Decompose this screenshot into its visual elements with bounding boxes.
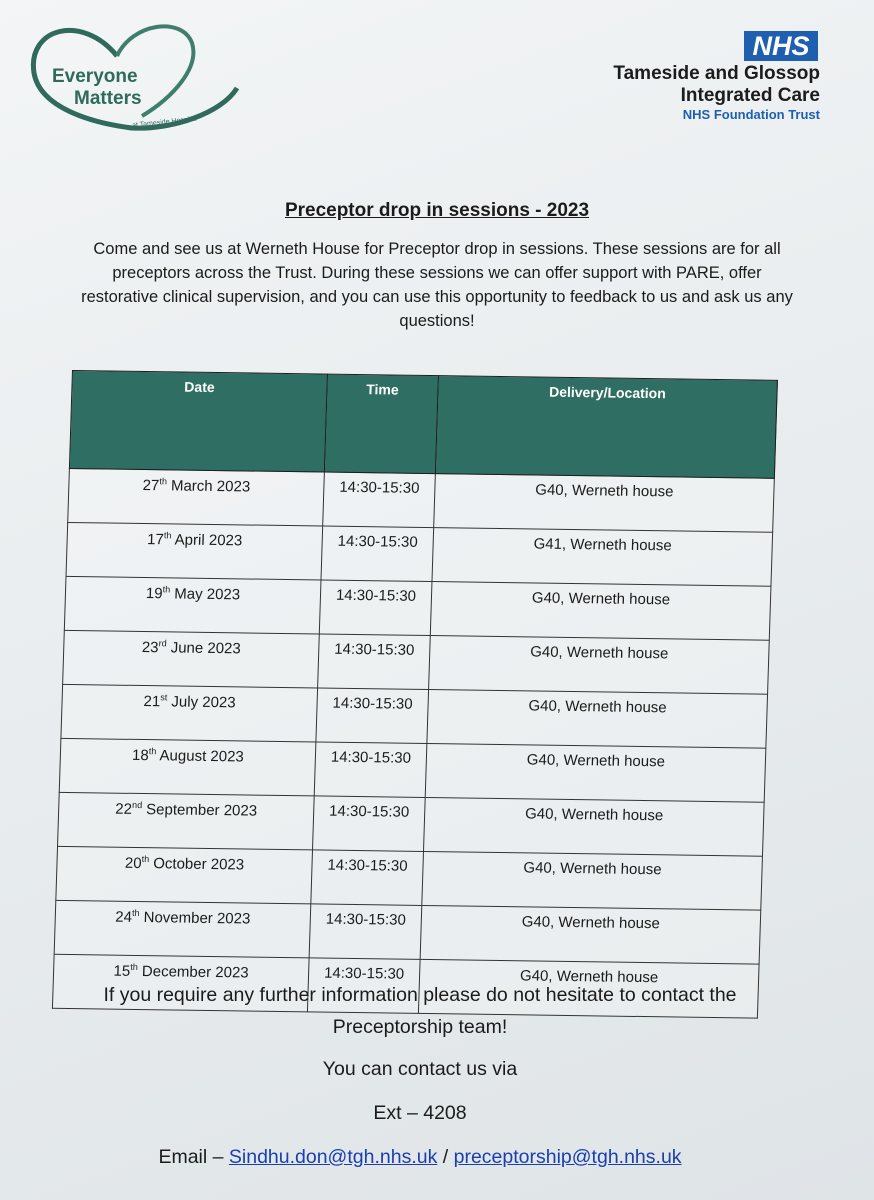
table-row (66, 522, 773, 586)
intro-paragraph: Come and see us at Werneth House for Preceptor drop in sessions. These sessions are for all preceptors across the Trust. During these sessions we can offer support with PARE, offer restorative clinical supervision, and you can use this opportunity to feedback to us and ask us any questions! (81, 240, 793, 330)
location-cell: G40, Werneth house (422, 851, 763, 910)
date-day: 24 (114, 908, 133, 926)
time-cell: 14:30-15:30 (313, 796, 426, 852)
date-suffix: th (130, 961, 139, 972)
date-suffix: th (162, 584, 171, 595)
location-cell: G40, Werneth house (429, 636, 770, 695)
email-line (0, 1146, 840, 1169)
date-rest: May 2023 (169, 585, 241, 604)
table-row (59, 738, 766, 802)
location-cell: G40, Werneth house (434, 474, 775, 533)
header-time: Time (324, 374, 438, 474)
date-suffix: nd (131, 799, 143, 811)
trust-name-line3: NHS Foundation Trust (682, 107, 820, 122)
time-cell: 14:30-15:30 (316, 688, 429, 744)
date-suffix: th (141, 854, 150, 865)
header-date: Date (69, 371, 327, 473)
date-rest: August 2023 (155, 747, 245, 766)
email-link-sindhu[interactable]: Sindhu.don@tgh.nhs.uk (228, 1146, 438, 1168)
table-row (54, 900, 761, 964)
time-cell: 14:30-15:30 (309, 904, 422, 960)
email-link-preceptorship[interactable]: preceptorship@tgh.nhs.uk (453, 1146, 682, 1168)
footer-line2: Preceptorship team! (332, 1016, 508, 1038)
time-cell: 14:30-15:30 (321, 526, 434, 582)
date-day: 21 (143, 693, 161, 711)
logo-text-line2: Matters (74, 88, 142, 109)
date-suffix: rd (158, 638, 167, 649)
logo-text-line1: Everyone (52, 66, 138, 87)
date-rest: September 2023 (141, 801, 258, 820)
location-cell: G40, Werneth house (427, 690, 768, 749)
date-day: 20 (124, 854, 142, 873)
date-cell (68, 468, 325, 526)
email-prefix: Email – (158, 1146, 229, 1168)
date-cell (66, 522, 323, 580)
table-row (61, 684, 768, 748)
time-cell: 14:30-15:30 (318, 634, 431, 690)
table-header-row (69, 371, 777, 479)
date-cell (61, 684, 318, 742)
email-separator: / (437, 1146, 454, 1168)
location-cell: G40, Werneth house (418, 959, 759, 1018)
trust-name-line2: Integrated Care (680, 85, 820, 106)
everyone-matters-logo (22, 18, 242, 133)
date-day: 27 (142, 476, 160, 495)
date-rest: July 2023 (166, 693, 236, 712)
footer-line1: If you require any further information please do not hesitate to contact the (103, 984, 737, 1006)
date-suffix: st (160, 692, 168, 703)
time-cell: 14:30-15:30 (319, 580, 432, 636)
date-day: 19 (145, 585, 163, 603)
location-cell: G40, Werneth house (425, 743, 766, 802)
time-cell: 14:30-15:30 (311, 850, 424, 906)
table-row (68, 468, 775, 532)
table-row (64, 576, 771, 640)
date-day: 18 (131, 746, 149, 765)
location-cell: G41, Werneth house (432, 528, 773, 587)
date-day: 17 (146, 531, 165, 549)
date-suffix: th (131, 907, 140, 918)
date-day: 15 (113, 962, 131, 980)
date-cell (63, 630, 320, 688)
extension-number: Ext – 4208 (373, 1102, 467, 1124)
nhs-logo: NHS (744, 31, 818, 61)
date-cell (56, 846, 313, 904)
date-rest: April 2023 (171, 531, 243, 550)
date-rest: December 2023 (137, 962, 249, 982)
logo-subtext: at Tameside Hospital (131, 115, 198, 130)
table-row (58, 792, 765, 856)
header-location: Delivery/Location (435, 376, 777, 479)
date-rest: June 2023 (166, 639, 242, 658)
location-cell: G40, Werneth house (420, 905, 761, 964)
location-cell: G40, Werneth house (430, 582, 771, 641)
sessions-table (52, 370, 778, 1019)
time-cell: 14:30-15:30 (323, 472, 436, 528)
date-rest: November 2023 (139, 908, 251, 928)
time-cell: 14:30-15:30 (314, 742, 427, 798)
location-cell: G40, Werneth house (423, 797, 764, 856)
date-cell (58, 792, 315, 850)
date-suffix: th (163, 530, 172, 541)
date-cell (64, 576, 321, 634)
trust-name-line1: Tameside and Glossop (613, 63, 820, 84)
date-day: 22 (115, 800, 133, 818)
date-rest: October 2023 (148, 855, 245, 874)
date-rest: March 2023 (166, 477, 251, 496)
table-row (63, 630, 770, 694)
table-row (56, 846, 763, 910)
footer-line3: You can contact us via (322, 1058, 518, 1080)
date-suffix: th (159, 476, 168, 487)
date-suffix: th (148, 746, 157, 757)
date-cell (54, 900, 311, 958)
time-cell: 14:30-15:30 (307, 958, 420, 1014)
date-cell (59, 738, 316, 796)
page-title: Preceptor drop in sessions - 2023 (284, 200, 590, 221)
date-day: 23 (141, 639, 159, 657)
